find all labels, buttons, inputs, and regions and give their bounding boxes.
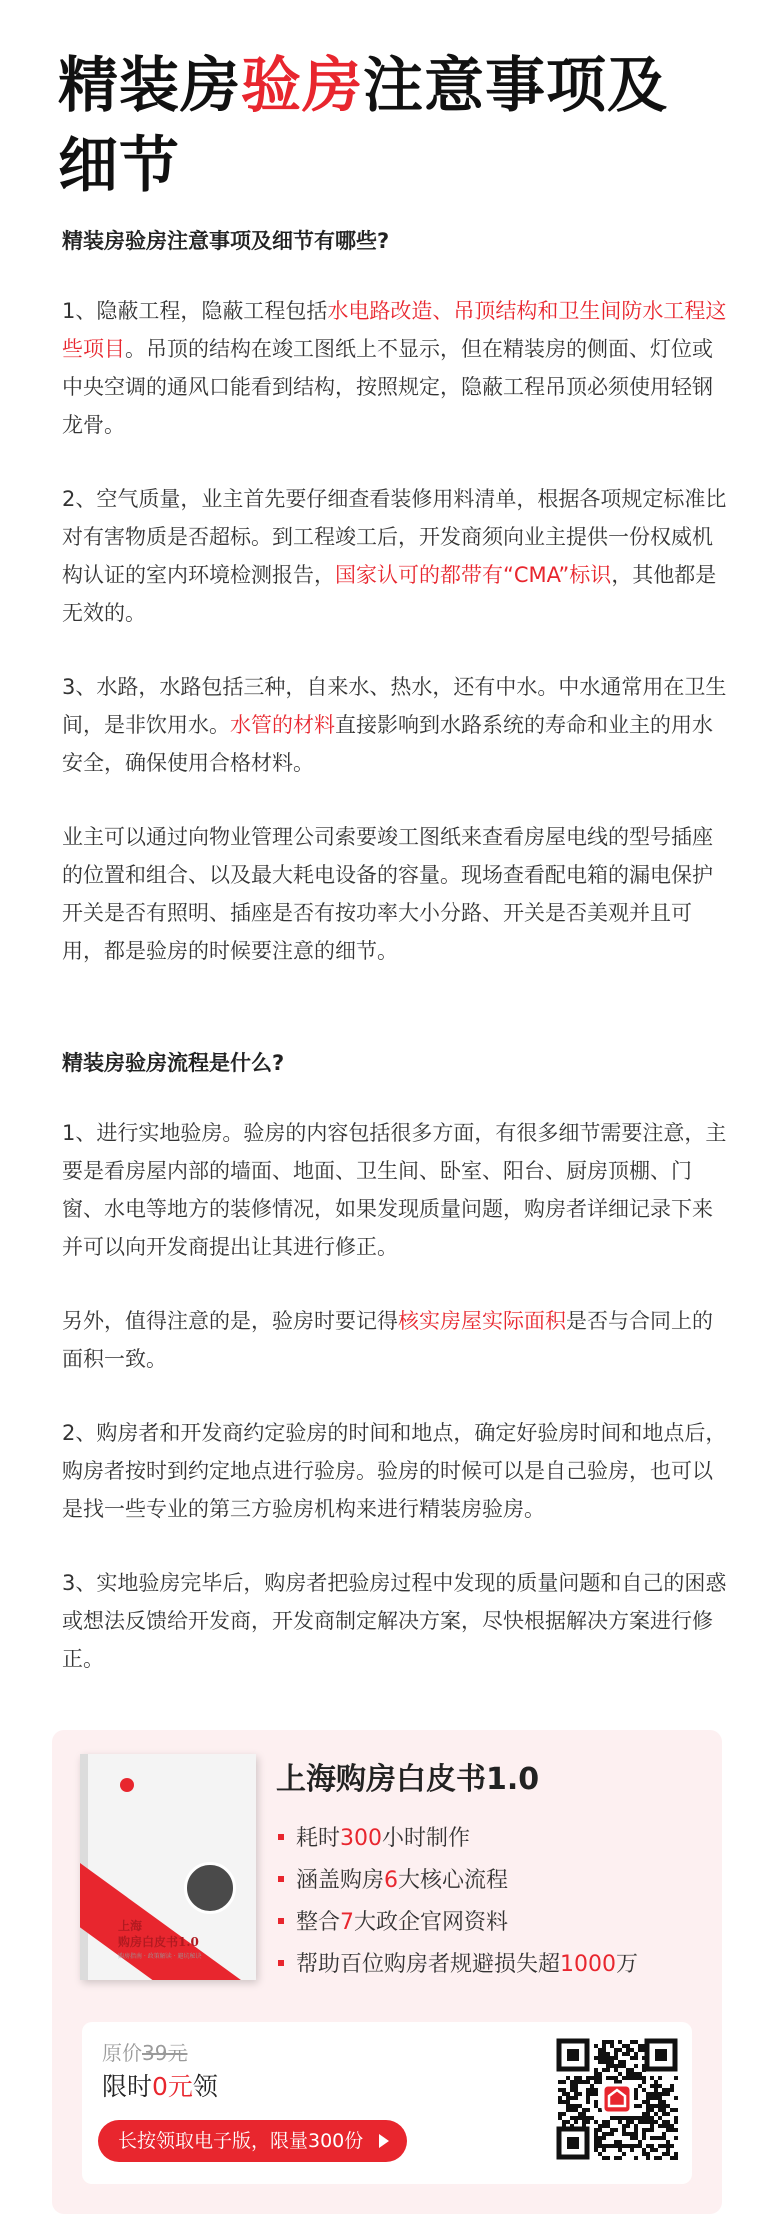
bullet-icon xyxy=(278,1918,284,1924)
play-arrow-icon xyxy=(379,2134,389,2148)
feature-item xyxy=(276,1908,706,1938)
section-1-paragraph-2 xyxy=(62,480,730,632)
section-1-paragraph-1 xyxy=(62,292,730,444)
whitepaper-title: 上海购房白皮书1.0 xyxy=(276,1762,540,1797)
article-body xyxy=(62,222,730,1678)
text: 小时制作 xyxy=(382,1826,471,1851)
title-part-1: 精装房 xyxy=(58,51,241,121)
highlight-text: 核实房屋实际面积 xyxy=(398,1309,566,1333)
highlight-number: 7 xyxy=(340,1910,355,1935)
highlight-number: 300 xyxy=(340,1826,383,1851)
feature-item xyxy=(276,1824,706,1854)
title-part-3: 注意事项及细节 xyxy=(58,51,668,201)
text: 万 xyxy=(616,1952,639,1977)
bullet-icon xyxy=(278,1960,284,1966)
text: 限时 xyxy=(102,2072,153,2101)
limited-price xyxy=(102,2070,218,2104)
text: 大核心流程 xyxy=(398,1868,509,1893)
original-price-value: 39元 xyxy=(142,2041,188,2065)
section-2-paragraph-1: 1、进行实地验房。验房的内容包括很多方面，有很多细节需要注意，主要是看房屋内部的墙面、地面、卫生间、卧室、阳台、厨房顶棚、门窗、水电等地方的装修情况，如果发现质量问题，购房者详细记录下来并可以向开发商提出让其进行修正。 xyxy=(62,1121,727,1259)
text: 耗时 xyxy=(296,1826,341,1851)
text: 2、空气质量，业主首先要仔细查看装修用料清单，根据各项规定标准比对有害物质是否超标。到工程竣工后，开发商须向业主提供一份权威机构认证的室内环境检测报告， xyxy=(62,487,727,587)
feature-item xyxy=(276,1866,706,1896)
claim-ebook-button[interactable] xyxy=(98,2120,407,2162)
section-2-heading: 精装房验房流程是什么? xyxy=(62,1051,285,1075)
book-logo-icon xyxy=(120,1778,134,1792)
text: 3、水路，水路包括三种，自来水、热水，还有中水。中水通常用在卫生间，是非饮用水。 xyxy=(62,675,727,737)
text: 直接影响到水路系统的寿命和业主的用水安全，确保使用合格材料。 xyxy=(62,713,713,775)
text: 涵盖购房 xyxy=(296,1868,385,1893)
title-part-2-highlight: 验房 xyxy=(241,51,363,121)
section-1-paragraph-3 xyxy=(62,668,730,782)
book-cover-subtitle: 购房指南 · 政策解读 · 避坑秘诀 xyxy=(118,1953,202,1960)
section-2-paragraph-3: 2、购房者和开发商约定验房的时间和地点，确定好验房时间和地点后，购房者按时到约定地点进行验房。验房的时候可以是自己验房，也可以是找一些专业的第三方验房机构来进行精装房验房。 xyxy=(62,1421,727,1521)
book-skyline-icon xyxy=(184,1862,236,1914)
offer-box xyxy=(82,2022,692,2184)
original-price-label: 原价 xyxy=(102,2041,142,2065)
text: 1、隐蔽工程，隐蔽工程包括 xyxy=(62,299,328,323)
book-cover-title-2: 购房白皮书1.0 xyxy=(118,1935,199,1949)
highlight-number: 6 xyxy=(384,1868,399,1893)
qr-code-icon[interactable] xyxy=(554,2036,680,2162)
text: 。吊顶的结构在竣工图纸上不显示，但在精装房的侧面、灯位或中央空调的通风口能看到结构，按照规定，隐蔽工程吊顶必须使用轻钢龙骨。 xyxy=(62,337,713,437)
text: 帮助百位购房者规避损失超 xyxy=(296,1952,561,1977)
feature-item xyxy=(276,1950,706,1980)
section-1-paragraph-4: 业主可以通过向物业管理公司索要竣工图纸来查看房屋电线的型号插座的位置和组合、以及最大耗电设备的容量。现场查看配电箱的漏电保护开关是否有照明、插座是否有按功率大小分路、开关是否美观并且可用，都是验房的时候要注意的细节。 xyxy=(62,825,713,963)
highlight-text: 国家认可的都带有“CMA”标识 xyxy=(335,563,612,587)
text: 整合 xyxy=(296,1910,341,1935)
claim-ebook-label: 长按领取电子版，限量300份 xyxy=(118,2130,364,2152)
text: ，其他都是无效的。 xyxy=(62,563,717,625)
highlight-text: 水管的材料 xyxy=(230,713,335,737)
whitepaper-promo-card[interactable] xyxy=(52,1730,722,2214)
highlight-number: 1000 xyxy=(560,1952,617,1977)
original-price xyxy=(102,2040,187,2066)
bullet-icon xyxy=(278,1876,284,1882)
text: 大政企官网资料 xyxy=(354,1910,509,1935)
section-2-paragraph-4: 3、实地验房完毕后，购房者把验房过程中发现的质量问题和自己的困惑或想法反馈给开发商，开发商制定解决方案，尽快根据解决方案进行修正。 xyxy=(62,1571,727,1671)
article-title xyxy=(58,46,718,206)
section-1-heading: 精装房验房注意事项及细节有哪些? xyxy=(62,229,390,253)
book-cover-title-1: 上海 xyxy=(118,1919,143,1933)
highlight-text: 水电路改造、吊顶结构和卫生间防水工程这些项目 xyxy=(62,299,727,361)
bullet-icon xyxy=(278,1834,284,1840)
text: 领 xyxy=(192,2072,218,2101)
section-2-paragraph-2 xyxy=(62,1302,730,1378)
book-cover-image xyxy=(80,1754,256,1980)
limited-price-value: 0元 xyxy=(152,2072,193,2101)
text: 另外，值得注意的是，验房时要记得 xyxy=(62,1309,398,1333)
text: 是否与合同上的面积一致。 xyxy=(62,1309,713,1371)
